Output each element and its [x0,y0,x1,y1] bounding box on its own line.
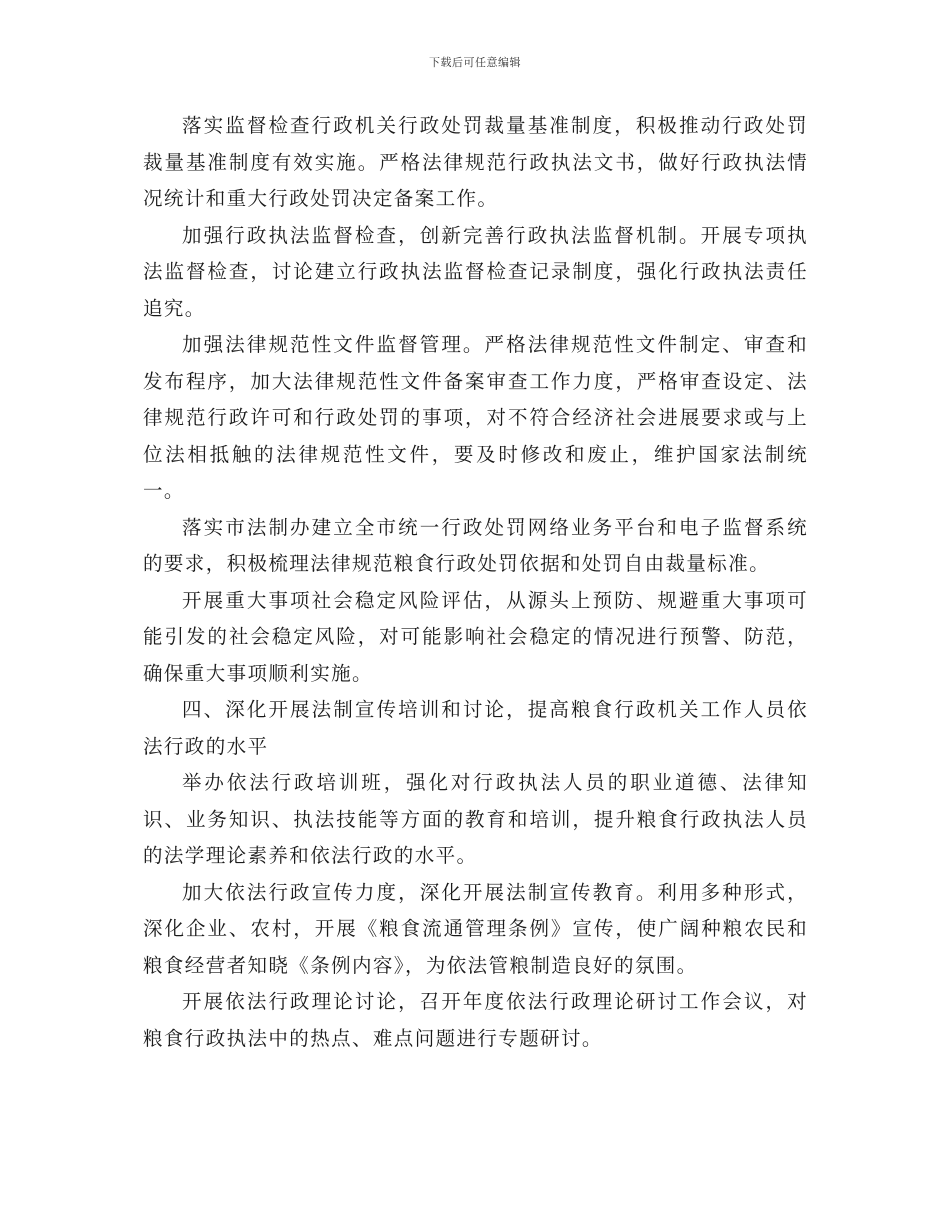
paragraph-enforcement-supervision: 加强行政执法监督检查，创新完善行政执法监督机制。开展专项执法监督检查，讨论建立行政执法监督检查记录制度，强化行政执法责任追究。 [143,223,808,320]
paragraph-penalty-platform: 落实市法制办建立全市统一行政处罚网络业务平台和电子监督系统的要求，积极梳理法律规范粮食行政处罚依据和处罚自由裁量标准。 [143,515,808,575]
paragraph-training: 举办依法行政培训班，强化对行政执法人员的职业道德、法律知识、业务知识、执法技能等方面的教育和培训，提升粮食行政执法人员的法学理论素养和依法行政的水平。 [143,771,808,867]
page-header: 下载后可任意编辑 [429,56,521,69]
paragraph-publicity: 加大依法行政宣传力度，深化开展法制宣传教育。利用多种形式，深化企业、农村，开展《粮食流通管理条例》宣传，使广阔种粮农民和粮食经营者知晓《条例内容》，为依法管粮制造良好的氛围。 [143,880,808,977]
section-heading-four: 四、深化开展法制宣传培训和讨论，提高粮食行政机关工作人员依法行政的水平 [143,698,808,758]
document-body [143,108,808,1057]
paragraph-risk-assessment: 开展重大事项社会稳定风险评估，从源头上预防、规避重大事项可能引发的社会稳定风险，对可能影响社会稳定的情况进行预警、防范，确保重大事项顺利实施。 [143,588,808,685]
paragraph-theory-seminar: 开展依法行政理论讨论，召开年度依法行政理论研讨工作会议，对粮食行政执法中的热点、难点问题进行专题研讨。 [143,990,808,1050]
paragraph-penalty-discretion: 落实监督检查行政机关行政处罚裁量基准制度，积极推动行政处罚裁量基准制度有效实施。严格法律规范行政执法文书，做好行政执法情况统计和重大行政处罚决定备案工作。 [143,114,808,210]
paragraph-normative-documents: 加强法律规范性文件监督管理。严格法律规范性文件制定、审查和发布程序，加大法律规范性文件备案审查工作力度，严格审查设定、法律规范行政许可和行政处罚的事项，对不符合经济社会进展要求或与上位法相抵触的法律规范性文件，要及时修改和废止，维护国家法制统一。 [143,333,808,502]
